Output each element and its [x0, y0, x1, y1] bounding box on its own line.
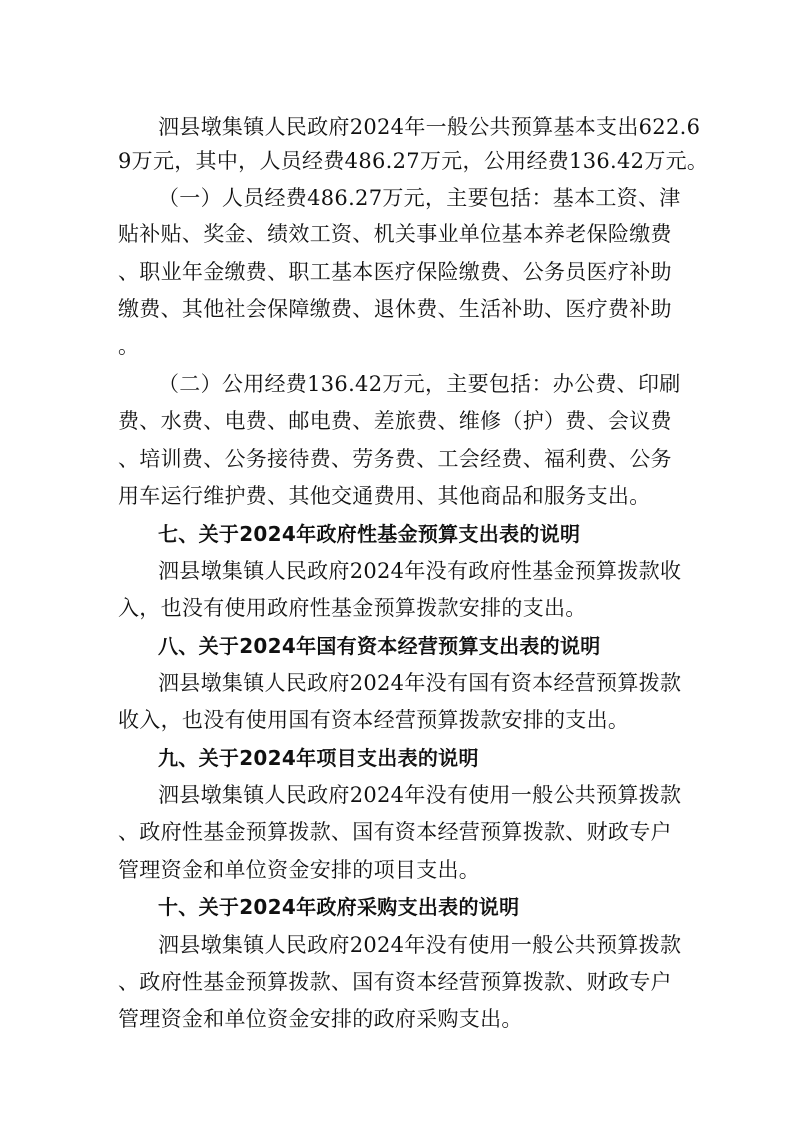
paragraph-line: 缴费、其他社会保障缴费、退休费、生活补助、医疗费补助: [118, 297, 672, 321]
paragraph-line: 、培训费、公务接待费、劳务费、工会经费、福利费、公务: [118, 447, 672, 471]
paragraph-line: 管理资金和单位资金安排的政府采购支出。: [118, 1007, 523, 1031]
section-heading: 八、关于2024年国有资本经营预算支出表的说明: [158, 634, 601, 658]
paragraph-line: 、职业年金缴费、职工基本医疗保险缴费、公务员医疗补助: [118, 260, 672, 284]
paragraph-line: 泗县墩集镇人民政府2024年没有政府性基金预算拨款收: [158, 559, 682, 583]
paragraph-line: 、政府性基金预算拨款、国有资本经营预算拨款、财政专户: [118, 970, 672, 994]
paragraph-line: 管理资金和单位资金安排的项目支出。: [118, 858, 481, 882]
section-heading: 九、关于2024年项目支出表的说明: [158, 746, 479, 770]
paragraph-line: （二）公用经费136.42万元，主要包括：办公费、印刷: [158, 372, 681, 396]
paragraph-line: 入，也没有使用政府性基金预算拨款安排的支出。: [118, 596, 587, 620]
paragraph-line: 9万元，其中，人员经费486.27万元，公用经费136.42万元。: [118, 149, 709, 173]
paragraph-line: 泗县墩集镇人民政府2024年没有国有资本经营预算拨款: [158, 671, 682, 695]
paragraph-line: 、政府性基金预算拨款、国有资本经营预算拨款、财政专户: [118, 820, 672, 844]
section-heading: 十、关于2024年政府采购支出表的说明: [158, 895, 520, 919]
paragraph-line: 费、水费、电费、邮电费、差旅费、维修（护）费、会议费: [118, 409, 672, 433]
paragraph-line: 泗县墩集镇人民政府2024年没有使用一般公共预算拨款: [158, 933, 682, 957]
paragraph-line: 贴补贴、奖金、绩效工资、机关事业单位基本养老保险缴费: [118, 222, 672, 246]
paragraph-line: 收入，也没有使用国有资本经营预算拨款安排的支出。: [118, 708, 630, 732]
paragraph-line: 泗县墩集镇人民政府2024年没有使用一般公共预算拨款: [158, 783, 682, 807]
paragraph-line: 泗县墩集镇人民政府2024年一般公共预算基本支出622.6: [158, 115, 701, 139]
section-heading: 七、关于2024年政府性基金预算支出表的说明: [158, 522, 581, 546]
paragraph-line: （一）人员经费486.27万元，主要包括：基本工资、津: [158, 186, 681, 210]
paragraph-line: 。: [118, 334, 140, 358]
paragraph-line: 用车运行维护费、其他交通费用、其他商品和服务支出。: [118, 484, 651, 508]
